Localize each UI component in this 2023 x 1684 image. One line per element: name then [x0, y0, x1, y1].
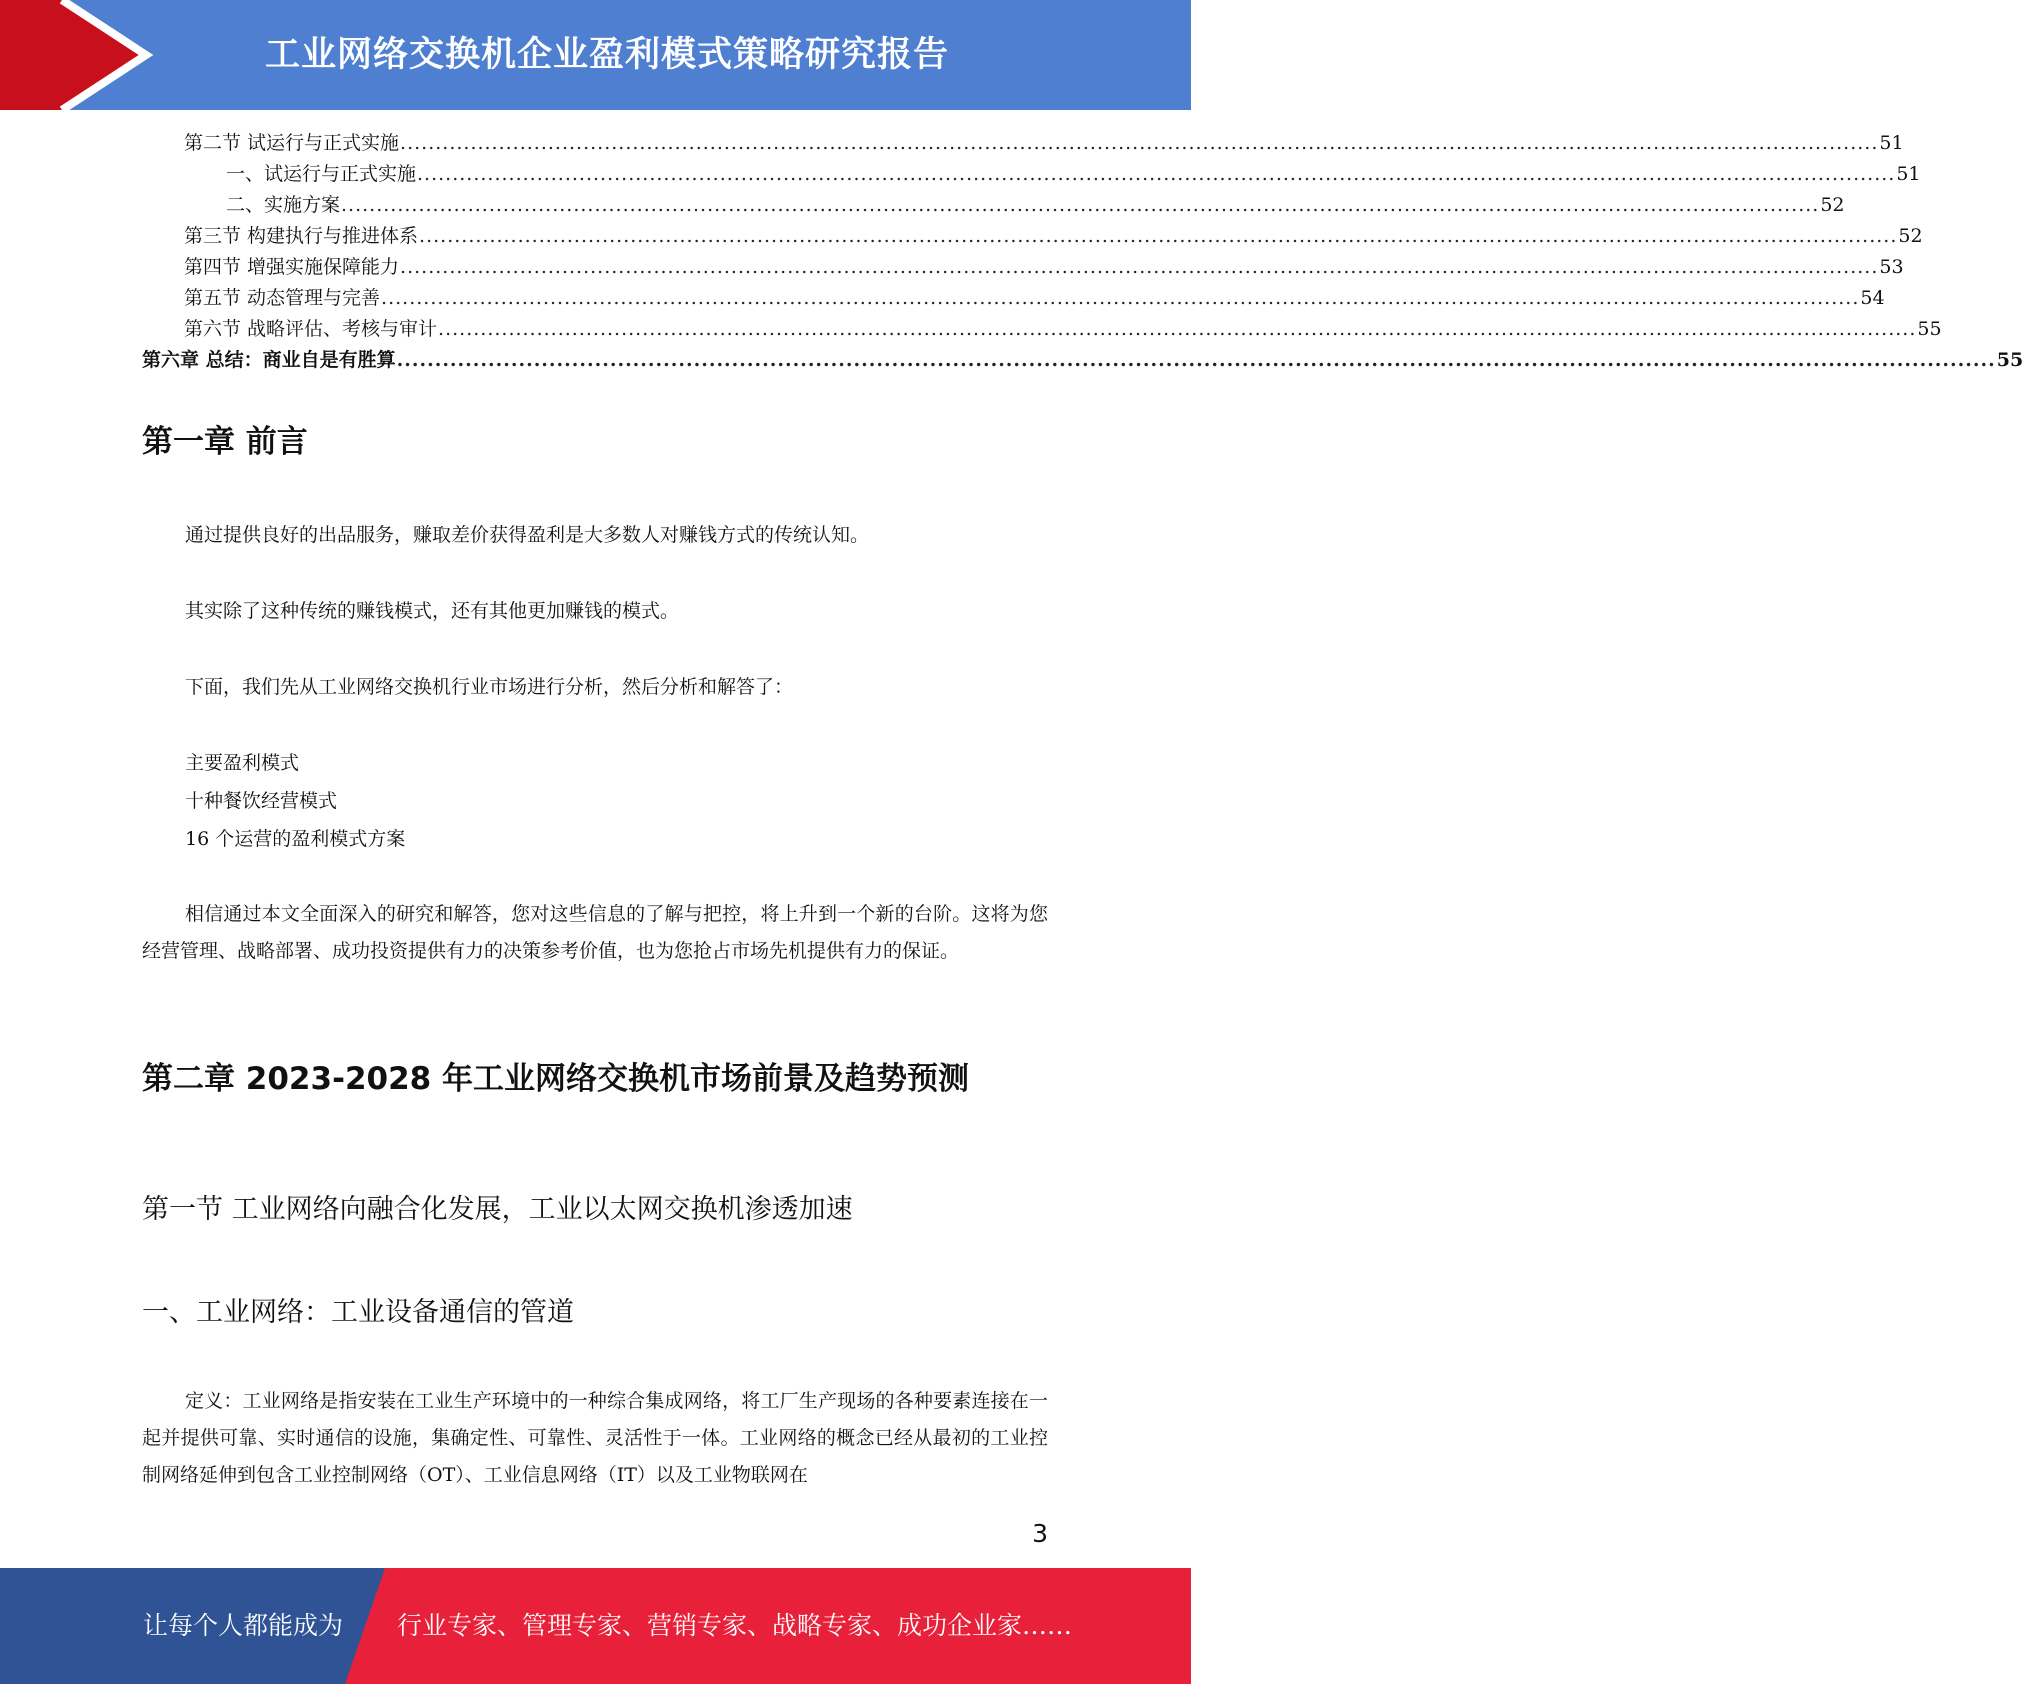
- paragraph: 定义：工业网络是指安装在工业生产环境中的一种综合集成网络，将工厂生产现场的各种要素连接在一起并提供可靠、实时通信的设施，集确定性、可靠性、灵活性于一体。工业网络的概念已经从最初的工业控制网络延伸到包含工业控制网络（OT）、工业信息网络（IT）以及工业物联网在: [142, 1390, 1048, 1486]
- footer-slogan-right: 行业专家、管理专家、营销专家、战略专家、成功企业家……: [397, 1611, 1073, 1640]
- page-header: [0, 0, 1191, 110]
- toc-entry-page: 51: [1879, 132, 1904, 154]
- toc-entry-text: 二、实施方案: [226, 194, 341, 216]
- toc-entry[interactable]: [142, 128, 1904, 159]
- toc-leader-dots: ..................................................................................................................................................................................................................: [438, 318, 1917, 340]
- footer-slogan-left: 让每个人都能成为: [143, 1611, 344, 1640]
- list-item: 主要盈利模式: [185, 752, 300, 774]
- table-of-contents: [142, 128, 2023, 376]
- toc-entry-page: 52: [1898, 225, 1923, 247]
- toc-entry-chapter[interactable]: [142, 345, 2023, 376]
- arrow-fill: [0, 0, 146, 110]
- toc-leader-dots: ..................................................................................................................................................................................................................: [419, 225, 1898, 247]
- subsection-heading: 一、工业网络：工业设备通信的管道: [142, 1297, 574, 1328]
- list-item: 16 个运营的盈利模式方案: [185, 828, 406, 850]
- page-footer: [0, 1568, 1191, 1684]
- report-title: 工业网络交换机企业盈利模式策略研究报告: [265, 35, 950, 75]
- toc-leader-dots: ..................................................................................................................................................................................................................: [396, 349, 1996, 371]
- toc-entry-text: 第六章 总结：商业自是有胜算: [142, 349, 396, 371]
- toc-entry[interactable]: [142, 283, 1885, 314]
- toc-entry-page: 55: [1996, 349, 2023, 371]
- paragraph: 下面，我们先从工业网络交换机行业市场进行分析，然后分析和解答了：: [185, 676, 794, 698]
- toc-entry-page: 52: [1820, 194, 1845, 216]
- toc-entry-text: 第三节 构建执行与推进体系: [184, 225, 419, 247]
- toc-entry-page: 54: [1860, 287, 1885, 309]
- paragraph: 其实除了这种传统的赚钱模式，还有其他更加赚钱的模式。: [185, 600, 680, 622]
- toc-entry[interactable]: [142, 159, 1921, 190]
- toc-entry[interactable]: [142, 314, 1942, 345]
- toc-leader-dots: ..................................................................................................................................................................................................................: [400, 256, 1879, 278]
- toc-entry-page: 55: [1917, 318, 1942, 340]
- toc-entry-text: 第六节 战略评估、考核与审计: [184, 318, 438, 340]
- toc-entry-text: 第四节 增强实施保障能力: [184, 256, 400, 278]
- toc-entry[interactable]: [142, 252, 1904, 283]
- list-item: 十种餐饮经营模式: [185, 790, 338, 812]
- toc-leader-dots: ..................................................................................................................................................................................................................: [381, 287, 1860, 309]
- toc-entry[interactable]: [142, 221, 1923, 252]
- toc-entry-page: 53: [1879, 256, 1904, 278]
- toc-entry-page: 51: [1896, 163, 1921, 185]
- page-number: 3: [1032, 1519, 1048, 1548]
- toc-leader-dots: ..................................................................................................................................................................................................................: [417, 163, 1896, 185]
- toc-entry-text: 一、试运行与正式实施: [226, 163, 417, 185]
- toc-entry-text: 第五节 动态管理与完善: [184, 287, 381, 309]
- section-heading: 第一节 工业网络向融合化发展，工业以太网交换机渗透加速: [142, 1194, 853, 1225]
- toc-entry-text: 第二节 试运行与正式实施: [184, 132, 400, 154]
- paragraph: 相信通过本文全面深入的研究和解答，您对这些信息的了解与把控，将上升到一个新的台阶。这将为您经营管理、战略部署、成功投资提供有力的决策参考价值，也为您抢占市场先机提供有力的保证。: [142, 903, 1048, 962]
- toc-entry[interactable]: [142, 190, 1845, 221]
- toc-leader-dots: ..................................................................................................................................................................................................................: [400, 132, 1879, 154]
- chapter-heading: 第二章 2023-2028 年工业网络交换机市场前景及趋势预测: [142, 1061, 970, 1097]
- paragraph: 通过提供良好的出品服务，赚取差价获得盈利是大多数人对赚钱方式的传统认知。: [185, 524, 870, 546]
- red-arrow-logo: [0, 0, 160, 110]
- chapter-heading: 第一章 前言: [142, 424, 308, 460]
- toc-leader-dots: ..................................................................................................................................................................................................................: [341, 194, 1820, 216]
